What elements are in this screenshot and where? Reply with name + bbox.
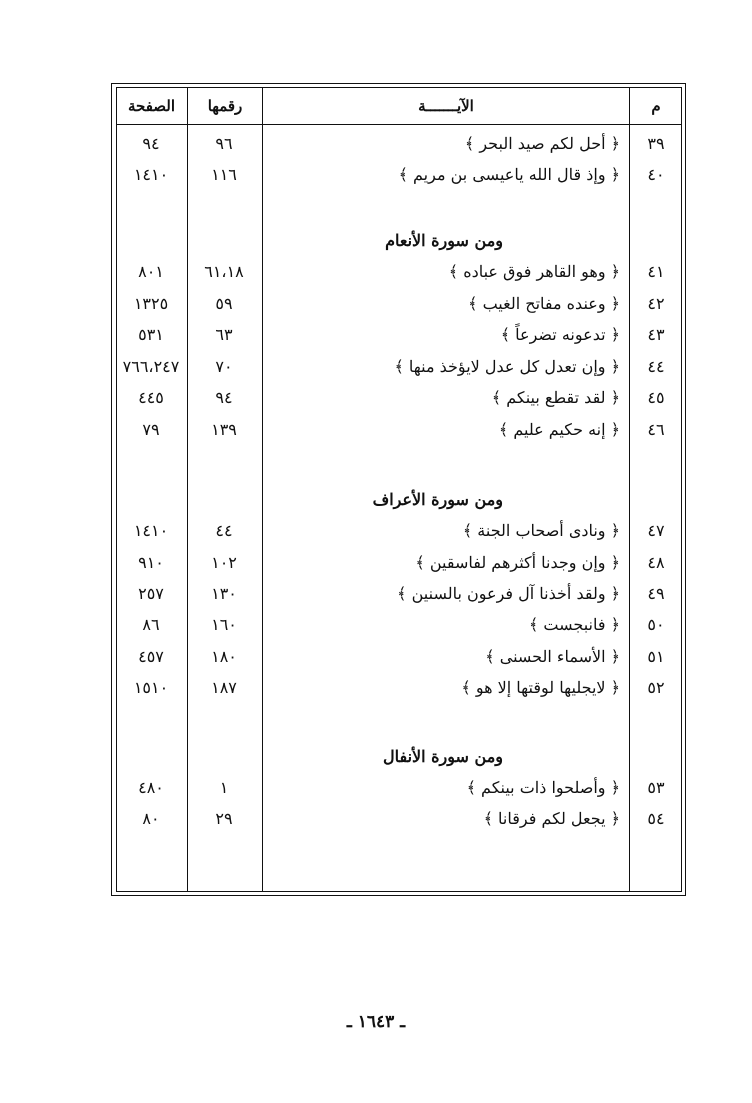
page-reference: ١٤١٠ (133, 521, 169, 540)
ayah-number: ١٣٠ (211, 584, 237, 603)
header-page: الصفحة (127, 97, 176, 115)
ayah-number: ٧٠ (215, 357, 233, 376)
page-reference: ٩١٠ (138, 553, 164, 572)
entry-number: ٥٣ (647, 778, 665, 797)
entry-number: ٥٢ (647, 678, 665, 697)
page-reference: ٤٥٧ (138, 647, 164, 666)
verse-text: ﴿ يجعل لكم فرقانا ﴾ (483, 809, 620, 828)
page-reference: ٤٤٥ (138, 388, 164, 407)
page-reference: ٩٤ (142, 134, 160, 153)
entry-number: ٤٦ (647, 420, 665, 439)
verse-text: ﴿ وإن وجدنا أكثرهم لفاسقين ﴾ (415, 553, 620, 572)
entry-number: ٤٤ (647, 357, 665, 376)
ayah-number: ١١٦ (211, 165, 237, 184)
ayah-number: ١٨٠ (211, 647, 237, 666)
entry-number: ٤٣ (647, 325, 665, 344)
ayah-number: ٦١،١٨ (204, 262, 244, 281)
entry-number: ٤٨ (647, 553, 665, 572)
ayah-number: ١٦٠ (211, 615, 237, 634)
verse-text: ﴿ ولقد أخذنا آل فرعون بالسنين ﴾ (397, 584, 620, 603)
ayah-number: ٥٩ (215, 294, 233, 313)
ayah-number: ٩٤ (215, 388, 233, 407)
entry-number: ٤٥ (647, 388, 665, 407)
verse-text: ﴿ فانبجست ﴾ (528, 615, 620, 634)
ayah-number: ٩٦ (215, 134, 233, 153)
verse-text: ﴿ تدعونه تضرعاً ﴾ (500, 325, 620, 344)
ayah-number: ١٠٢ (211, 553, 237, 572)
page-reference: ٤٨٠ (138, 778, 164, 797)
entry-number: ٣٩ (647, 134, 665, 153)
header-verse: الآيـــــــة (418, 97, 474, 115)
page-reference: ٨٦ (142, 615, 160, 634)
header-number: م (651, 97, 661, 115)
header-ayah-number: رقمها (207, 97, 243, 115)
ayah-number: ٢٩ (215, 809, 233, 828)
verse-text: ﴿ وأصلحوا ذات بينكم ﴾ (466, 778, 620, 797)
page-reference: ٧٩ (142, 420, 160, 439)
surah-heading: ومن سورة الأنعام (385, 231, 503, 250)
verse-text: ﴿ وهو القاهر فوق عباده ﴾ (448, 262, 620, 281)
entry-number: ٤٧ (647, 521, 665, 540)
ayah-number: ١ (219, 778, 229, 797)
verse-text: ﴿ وإذ قال الله ياعيسى بن مريم ﴾ (398, 165, 620, 184)
page-reference: ٧٦٦،٢٤٧ (122, 357, 180, 376)
ayah-number: ١٣٩ (211, 420, 237, 439)
verse-text: ﴿ وعنده مفاتح الغيب ﴾ (468, 294, 620, 313)
ayah-number: ١٨٧ (211, 678, 237, 697)
entry-number: ٥١ (647, 647, 665, 666)
page-reference: ١٣٢٥ (133, 294, 169, 313)
verse-text: ﴿ لقد تقطع بينكم ﴾ (491, 388, 620, 407)
entry-number: ٤٩ (647, 584, 665, 603)
ayah-number: ٦٣ (215, 325, 233, 344)
entry-number: ٤٠ (647, 165, 665, 184)
entry-number: ٥٤ (647, 809, 665, 828)
page-reference: ٨٠ (142, 809, 160, 828)
verse-text: ﴿ أحل لكم صيد البحر ﴾ (464, 134, 620, 153)
page-number: ـ ١٦٤٣ ـ (346, 1012, 406, 1032)
entry-number: ٤٢ (647, 294, 665, 313)
surah-heading: ومن سورة الأنفال (382, 747, 503, 766)
verse-text: ﴿ الأسماء الحسنى ﴾ (485, 647, 620, 666)
page-reference: ٢٥٧ (138, 584, 164, 603)
entry-number: ٤١ (647, 262, 665, 281)
page-reference: ١٤١٠ (133, 165, 169, 184)
page-reference: ٨٠١ (138, 262, 164, 281)
verse-text: ﴿ لايجليها لوقتها إلا هو ﴾ (461, 678, 620, 697)
surah-heading: ومن سورة الأعراف (372, 490, 503, 509)
ayah-number: ٤٤ (215, 521, 233, 540)
page-reference: ١٥١٠ (133, 678, 169, 697)
entry-number: ٥٠ (647, 615, 665, 634)
verse-text: ﴿ إنه حكيم عليم ﴾ (498, 420, 620, 439)
verse-text: ﴿ ونادى أصحاب الجنة ﴾ (462, 521, 620, 540)
page-reference: ٥٣١ (138, 325, 164, 344)
verse-text: ﴿ وإن تعدل كل عدل لايؤخذ منها ﴾ (394, 357, 620, 376)
